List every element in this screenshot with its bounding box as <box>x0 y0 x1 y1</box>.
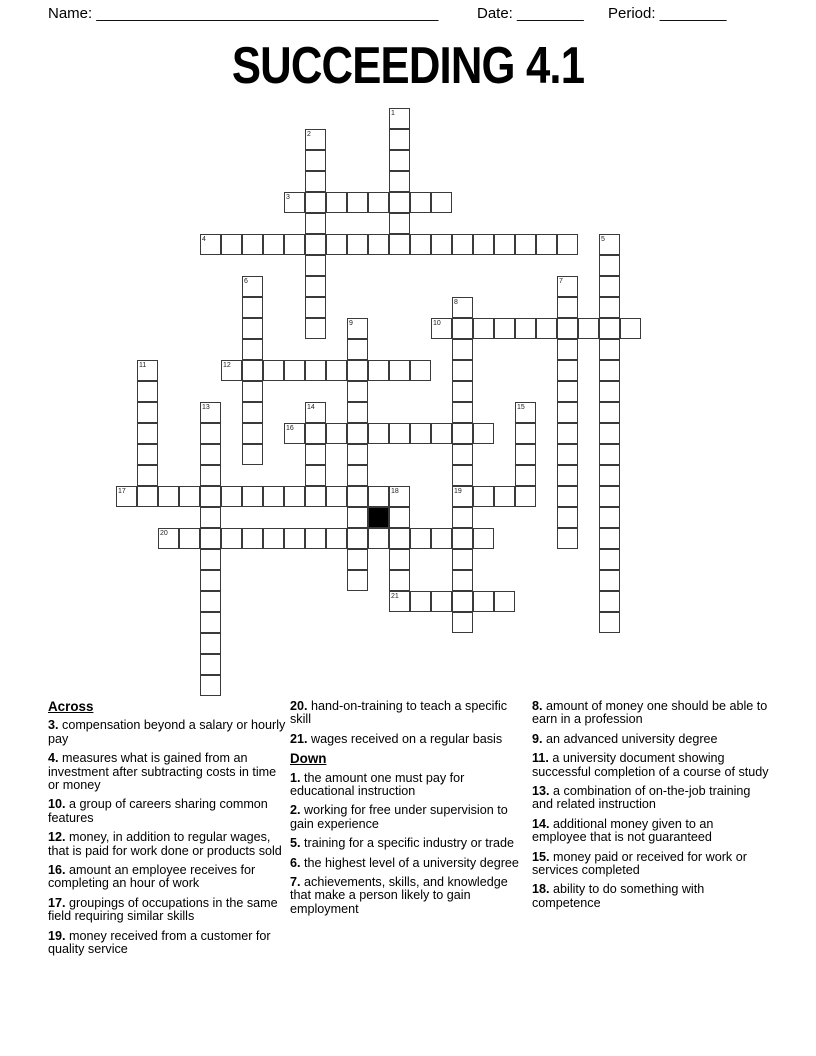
grid-cell[interactable] <box>305 423 326 444</box>
grid-cell[interactable] <box>305 213 326 234</box>
grid-cell[interactable] <box>200 465 221 486</box>
grid-cell[interactable] <box>137 465 158 486</box>
grid-cell[interactable] <box>242 423 263 444</box>
clue-16 <box>48 864 286 891</box>
grid-cell[interactable] <box>620 318 641 339</box>
grid-clue-number-2: 2 <box>307 131 311 138</box>
clue-text: a combination of on-the-job training and related instruction <box>532 784 751 812</box>
grid-cell[interactable] <box>599 381 620 402</box>
grid-cell[interactable] <box>557 234 578 255</box>
clue-20 <box>290 700 528 727</box>
clue-number: 4. <box>48 751 63 766</box>
clue-number: 21. <box>290 731 312 746</box>
period-blank-line[interactable]: ________ <box>659 5 727 22</box>
grid-cell[interactable] <box>410 591 431 612</box>
grid-cell[interactable] <box>284 486 305 507</box>
grid-cell[interactable] <box>368 192 389 213</box>
grid-cell[interactable] <box>515 444 536 465</box>
grid-cell[interactable] <box>347 234 368 255</box>
grid-clue-number-1: 1 <box>391 110 395 117</box>
grid-cell[interactable] <box>242 318 263 339</box>
grid-cell[interactable] <box>263 528 284 549</box>
clue-text: additional money given to an employee that is not guaranteed <box>532 816 714 845</box>
grid-clue-number-8: 8 <box>454 299 458 306</box>
clue-number: 3. <box>48 718 63 733</box>
grid-cell[interactable] <box>305 297 326 318</box>
clue-3 <box>48 719 286 746</box>
clue-5 <box>290 837 528 850</box>
grid-cell[interactable] <box>389 360 410 381</box>
clue-text: money received from a customer for quality service <box>48 928 271 957</box>
grid-cell[interactable] <box>200 444 221 465</box>
grid-cell[interactable] <box>431 591 452 612</box>
grid-cell[interactable] <box>389 528 410 549</box>
grid-cell[interactable] <box>305 465 326 486</box>
grid-cell[interactable] <box>326 192 347 213</box>
grid-cell[interactable] <box>431 528 452 549</box>
clue-number: 15. <box>532 849 554 864</box>
grid-cell[interactable] <box>599 591 620 612</box>
grid-cell[interactable] <box>242 297 263 318</box>
clue-text: a group of careers sharing common features <box>48 797 268 825</box>
period-field <box>608 5 726 22</box>
grid-cell[interactable] <box>347 570 368 591</box>
clue-7 <box>290 876 528 916</box>
grid-cell[interactable] <box>263 486 284 507</box>
grid-cell[interactable] <box>326 528 347 549</box>
grid-cell[interactable] <box>389 150 410 171</box>
grid-cell[interactable] <box>410 423 431 444</box>
clue-column-1 <box>48 700 286 963</box>
grid-cell[interactable] <box>599 507 620 528</box>
grid-cell[interactable] <box>137 423 158 444</box>
grid-cell[interactable] <box>305 276 326 297</box>
grid-cell[interactable] <box>494 318 515 339</box>
name-blank-line[interactable]: _________________________________________ <box>96 5 439 22</box>
clue-text: a university document showing successful completion of a course of study <box>532 751 769 779</box>
grid-cell[interactable] <box>242 360 263 381</box>
grid-cell[interactable] <box>347 528 368 549</box>
clue-8 <box>532 700 770 727</box>
clue-text: groupings of occupations in the same field requiring similar skills <box>48 895 278 924</box>
grid-cell[interactable] <box>599 297 620 318</box>
grid-cell[interactable] <box>557 465 578 486</box>
grid-cell[interactable] <box>347 192 368 213</box>
grid-cell[interactable] <box>200 486 221 507</box>
clue-number: 9. <box>532 731 547 746</box>
grid-clue-number-20: 20 <box>160 530 168 537</box>
clue-9 <box>532 733 770 746</box>
grid-cell[interactable] <box>389 507 410 528</box>
grid-cell[interactable] <box>410 192 431 213</box>
clue-text: compensation beyond a salary or hourly pay <box>48 718 286 746</box>
clue-4 <box>48 752 286 792</box>
clue-text: achievements, skills, and knowledge that make a person likely to gain employment <box>290 875 508 916</box>
clue-text: an advanced university degree <box>546 731 718 746</box>
grid-clue-number-12: 12 <box>223 362 231 369</box>
grid-cell[interactable] <box>452 234 473 255</box>
grid-cell[interactable] <box>431 423 452 444</box>
grid-cell[interactable] <box>452 465 473 486</box>
grid-cell[interactable] <box>431 192 452 213</box>
grid-cell[interactable] <box>389 213 410 234</box>
grid-cell[interactable] <box>557 423 578 444</box>
grid-cell[interactable] <box>578 318 599 339</box>
grid-cell[interactable] <box>284 528 305 549</box>
grid-cell[interactable] <box>473 591 494 612</box>
grid-cell[interactable] <box>452 318 473 339</box>
clue-number: 13. <box>532 784 554 799</box>
grid-cell[interactable] <box>599 570 620 591</box>
grid-cell[interactable] <box>410 528 431 549</box>
grid-cell[interactable] <box>389 570 410 591</box>
grid-cell[interactable] <box>599 423 620 444</box>
grid-cell[interactable] <box>452 402 473 423</box>
grid-cell[interactable] <box>137 402 158 423</box>
grid-cell[interactable] <box>368 528 389 549</box>
grid-cell[interactable] <box>557 318 578 339</box>
clue-number: 2. <box>290 803 305 818</box>
grid-cell[interactable] <box>389 423 410 444</box>
grid-cell[interactable] <box>200 633 221 654</box>
grid-cell[interactable] <box>473 423 494 444</box>
grid-cell[interactable] <box>557 528 578 549</box>
grid-cell[interactable] <box>200 528 221 549</box>
grid-cell[interactable] <box>410 234 431 255</box>
grid-cell[interactable] <box>389 129 410 150</box>
grid-cell[interactable] <box>158 486 179 507</box>
clue-number: 14. <box>532 816 554 831</box>
grid-clue-number-13: 13 <box>202 404 210 411</box>
grid-cell[interactable] <box>305 192 326 213</box>
clue-11 <box>532 752 770 779</box>
grid-cell[interactable] <box>305 360 326 381</box>
grid-cell[interactable] <box>179 486 200 507</box>
grid-cell[interactable] <box>515 423 536 444</box>
grid-cell[interactable] <box>515 318 536 339</box>
date-label: Date: <box>477 5 513 22</box>
clue-number: 18. <box>532 882 554 897</box>
grid-cell[interactable] <box>389 549 410 570</box>
grid-clue-number-19: 19 <box>454 488 462 495</box>
name-field <box>48 5 438 22</box>
grid-cell[interactable] <box>200 570 221 591</box>
grid-cell[interactable] <box>599 339 620 360</box>
grid-cell[interactable] <box>305 444 326 465</box>
page-title: SUCCEEDING 4.1 <box>231 37 585 95</box>
grid-cell[interactable] <box>599 465 620 486</box>
grid-cell[interactable] <box>599 486 620 507</box>
grid-cell[interactable] <box>389 234 410 255</box>
grid-clue-number-7: 7 <box>559 278 563 285</box>
grid-cell[interactable] <box>263 234 284 255</box>
grid-cell[interactable] <box>473 486 494 507</box>
grid-cell[interactable] <box>263 360 284 381</box>
grid-clue-number-11: 11 <box>139 362 147 369</box>
clue-1 <box>290 772 528 799</box>
grid-cell[interactable] <box>473 528 494 549</box>
grid-cell[interactable] <box>326 486 347 507</box>
clue-15 <box>532 851 770 878</box>
clue-column-3 <box>532 700 770 916</box>
date-field <box>477 5 584 22</box>
grid-cell[interactable] <box>515 486 536 507</box>
grid-cell[interactable] <box>326 234 347 255</box>
grid-cell[interactable] <box>368 360 389 381</box>
clue-number: 12. <box>48 830 70 845</box>
clue-text: training for a specific industry or trade <box>304 836 515 851</box>
grid-cell[interactable] <box>347 444 368 465</box>
grid-cell[interactable] <box>242 339 263 360</box>
grid-cell[interactable] <box>200 654 221 675</box>
grid-cell[interactable] <box>221 486 242 507</box>
clue-number: 1. <box>290 770 305 785</box>
date-blank-line[interactable]: ________ <box>517 5 584 22</box>
grid-cell[interactable] <box>452 570 473 591</box>
grid-cell[interactable] <box>284 360 305 381</box>
grid-clue-number-21: 21 <box>391 593 399 600</box>
grid-cell[interactable] <box>347 423 368 444</box>
grid-cell[interactable] <box>200 423 221 444</box>
grid-cell[interactable] <box>452 360 473 381</box>
crossword-grid <box>116 108 662 696</box>
clue-17 <box>48 897 286 924</box>
clue-14 <box>532 818 770 845</box>
clue-text: amount of money one should be able to earn in a profession <box>532 699 768 727</box>
clue-19 <box>48 930 286 957</box>
grid-clue-number-18: 18 <box>391 488 399 495</box>
grid-cell[interactable] <box>326 360 347 381</box>
clue-number: 7. <box>290 875 305 890</box>
grid-cell[interactable] <box>473 234 494 255</box>
grid-cell[interactable] <box>305 234 326 255</box>
grid-clue-number-6: 6 <box>244 278 248 285</box>
clue-number: 6. <box>290 855 305 870</box>
clue-text: the highest level of a university degree <box>304 855 519 870</box>
grid-cell[interactable] <box>305 528 326 549</box>
grid-cell[interactable] <box>221 234 242 255</box>
grid-cell[interactable] <box>599 276 620 297</box>
grid-cell[interactable] <box>347 549 368 570</box>
grid-cell[interactable] <box>137 486 158 507</box>
grid-cell[interactable] <box>200 675 221 696</box>
clue-6 <box>290 857 528 870</box>
clue-text: hand-on-training to teach a specific skill <box>290 699 508 727</box>
grid-cell[interactable] <box>137 444 158 465</box>
grid-cell[interactable] <box>557 360 578 381</box>
grid-cell[interactable] <box>242 234 263 255</box>
grid-cell[interactable] <box>305 318 326 339</box>
grid-cell[interactable] <box>557 381 578 402</box>
grid-cell[interactable] <box>137 381 158 402</box>
clue-number: 16. <box>48 863 70 878</box>
grid-cell[interactable] <box>242 528 263 549</box>
grid-cell[interactable] <box>452 507 473 528</box>
clue-text: amount an employee receives for completing an hour of work <box>48 863 256 891</box>
clue-section-header-down: Down <box>290 751 327 767</box>
clue-text: wages received on a regular basis <box>311 731 503 746</box>
grid-cell[interactable] <box>494 234 515 255</box>
grid-cell[interactable] <box>347 381 368 402</box>
grid-cell[interactable] <box>557 486 578 507</box>
grid-cell[interactable] <box>473 318 494 339</box>
clue-number: 11. <box>532 751 553 766</box>
grid-cell[interactable] <box>452 591 473 612</box>
grid-cell[interactable] <box>200 591 221 612</box>
clue-text: money paid or received for work or services completed <box>532 849 747 878</box>
grid-cell[interactable] <box>200 549 221 570</box>
grid-cell[interactable] <box>347 507 368 528</box>
grid-cell[interactable] <box>347 465 368 486</box>
grid-clue-number-5: 5 <box>601 236 605 243</box>
grid-cell[interactable] <box>389 171 410 192</box>
grid-cell[interactable] <box>179 528 200 549</box>
grid-cell[interactable] <box>242 444 263 465</box>
grid-clue-number-10: 10 <box>433 320 441 327</box>
grid-clue-number-16: 16 <box>286 425 294 432</box>
clue-number: 10. <box>48 797 70 812</box>
clue-number: 5. <box>290 836 305 851</box>
grid-cell[interactable] <box>347 339 368 360</box>
grid-cell[interactable] <box>515 234 536 255</box>
grid-cell[interactable] <box>200 612 221 633</box>
grid-cell[interactable] <box>326 423 347 444</box>
grid-cell[interactable] <box>599 318 620 339</box>
grid-cell[interactable] <box>284 234 305 255</box>
clue-13 <box>532 785 770 812</box>
grid-cell[interactable] <box>536 234 557 255</box>
grid-cell[interactable] <box>242 381 263 402</box>
period-label: Period: <box>608 5 656 22</box>
clue-number: 20. <box>290 699 312 713</box>
grid-cell[interactable] <box>452 549 473 570</box>
grid-cell[interactable] <box>599 549 620 570</box>
grid-cell[interactable] <box>389 192 410 213</box>
grid-cell[interactable] <box>200 507 221 528</box>
grid-cell[interactable] <box>599 444 620 465</box>
grid-cell[interactable] <box>452 339 473 360</box>
grid-cell[interactable] <box>599 360 620 381</box>
grid-cell[interactable] <box>557 297 578 318</box>
grid-cell[interactable] <box>494 591 515 612</box>
clue-12 <box>48 831 286 858</box>
grid-cell[interactable] <box>452 381 473 402</box>
grid-cell[interactable] <box>221 528 242 549</box>
grid-clue-number-17: 17 <box>118 488 126 495</box>
grid-cell[interactable] <box>368 486 389 507</box>
grid-clue-number-14: 14 <box>307 404 315 411</box>
grid-cell[interactable] <box>452 528 473 549</box>
grid-cell[interactable] <box>557 402 578 423</box>
grid-clue-number-3: 3 <box>286 194 290 201</box>
clue-number: 17. <box>48 895 70 910</box>
grid-clue-number-4: 4 <box>202 236 206 243</box>
grid-cell[interactable] <box>452 423 473 444</box>
grid-clue-number-9: 9 <box>349 320 353 327</box>
clue-text: ability to do something with competence <box>532 882 705 910</box>
grid-cell[interactable] <box>368 423 389 444</box>
grid-cell[interactable] <box>242 486 263 507</box>
clue-number: 19. <box>48 928 70 943</box>
grid-cell[interactable] <box>557 444 578 465</box>
grid-cell[interactable] <box>431 234 452 255</box>
grid-cell[interactable] <box>452 612 473 633</box>
grid-cell[interactable] <box>347 486 368 507</box>
black-cell <box>368 507 389 528</box>
clue-number: 8. <box>532 699 547 713</box>
clue-10 <box>48 798 286 825</box>
clue-text: the amount one must pay for educational instruction <box>290 770 465 799</box>
clue-text: measures what is gained from an investment after subtracting costs in time or money <box>48 751 277 793</box>
clue-2 <box>290 804 528 831</box>
grid-cell[interactable] <box>368 234 389 255</box>
name-label: Name: <box>48 5 93 22</box>
grid-clue-number-15: 15 <box>517 404 525 411</box>
grid-cell[interactable] <box>557 507 578 528</box>
grid-cell[interactable] <box>515 465 536 486</box>
clue-18 <box>532 883 770 910</box>
clue-text: money, in addition to regular wages, that is paid for work done or products sold <box>48 830 282 858</box>
grid-cell[interactable] <box>599 255 620 276</box>
grid-cell[interactable] <box>536 318 557 339</box>
grid-cell[interactable] <box>242 402 263 423</box>
grid-cell[interactable] <box>305 171 326 192</box>
clue-column-2 <box>290 700 528 922</box>
clue-section-header-across: Across <box>48 699 94 714</box>
grid-cell[interactable] <box>452 444 473 465</box>
grid-cell[interactable] <box>599 612 620 633</box>
grid-cell[interactable] <box>347 360 368 381</box>
grid-cell[interactable] <box>557 339 578 360</box>
grid-cell[interactable] <box>410 360 431 381</box>
grid-cell[interactable] <box>599 528 620 549</box>
grid-cell[interactable] <box>494 486 515 507</box>
grid-cell[interactable] <box>305 255 326 276</box>
grid-cell[interactable] <box>305 486 326 507</box>
grid-cell[interactable] <box>347 402 368 423</box>
clue-21 <box>290 733 528 746</box>
grid-cell[interactable] <box>599 402 620 423</box>
clue-text: working for free under supervision to gain experience <box>290 803 508 831</box>
grid-cell[interactable] <box>305 150 326 171</box>
